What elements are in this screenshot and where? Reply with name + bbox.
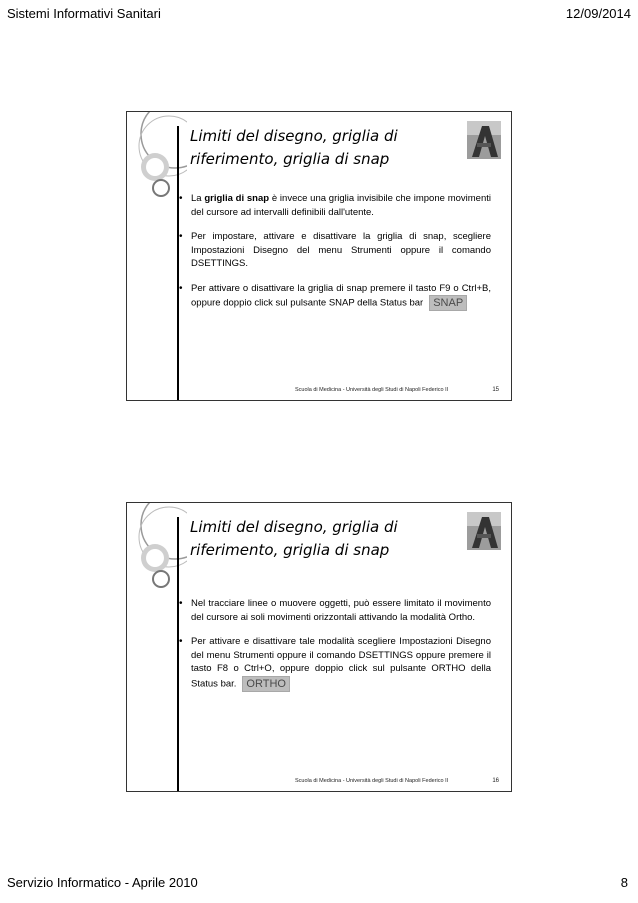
slide-footer: Scuola di Medicina - Università degli Studi di Napoli Federico II — [295, 778, 449, 784]
slide-title — [190, 516, 440, 562]
slide-16 — [126, 502, 512, 792]
slide-title-line2: riferimento, griglia di snap — [190, 541, 390, 559]
slide-title-line2: riferimento, griglia di snap — [190, 150, 390, 168]
slide-title — [190, 125, 440, 171]
autocad-logo-icon — [467, 121, 501, 159]
bullet-item: • La griglia di snap è invece una griglia invisibile che impone movimenti del cursore ad intervalli definibili dall'utente. — [179, 192, 491, 219]
slide-title-line1: Limiti del disegno, griglia di — [190, 518, 398, 536]
bold-term: griglia di snap — [204, 193, 270, 204]
page-footer-text: Servizio Informatico - Aprile 2010 — [7, 875, 198, 890]
bullet-item: • Per attivare o disattivare la griglia di snap premere il tasto F9 o Ctrl+B, oppure doppio click sul pulsante SNAP della Status bar SNAP — [179, 282, 491, 312]
bullet-item: • Per attivare e disattivare tale modalità scegliere Impostazioni Disegno del menu Strumenti oppure il comando DSETTINGS oppure premere il tasto F8 o Ctrl+O, oppure doppio click sul pulsante ORTHO della Status bar. ORTHO — [179, 635, 491, 692]
slide-title-line1: Limiti del disegno, griglia di — [190, 127, 398, 145]
autocad-logo-icon — [467, 512, 501, 550]
page-header-title: Sistemi Informativi Sanitari — [7, 6, 161, 21]
slide-number: 16 — [492, 778, 499, 784]
slide-number: 15 — [492, 387, 499, 393]
ortho-status-button: ORTHO — [242, 676, 290, 692]
page-number: 8 — [620, 875, 628, 890]
slide-15 — [126, 111, 512, 401]
bullet-list — [179, 597, 491, 703]
bullet-item: • Nel tracciare linee o muovere oggetti, può essere limitato il movimento del cursore ai soli movimenti orizzontali attivando la modalità Ortho. — [179, 597, 491, 624]
snap-status-button: SNAP — [429, 295, 467, 311]
slide-footer: Scuola di Medicina - Università degli Studi di Napoli Federico II — [295, 387, 449, 393]
page-header-date: 12/09/2014 — [565, 6, 631, 21]
bullet-list — [179, 192, 491, 322]
bullet-item: • Per impostare, attivare e disattivare la griglia di snap, scegliere Impostazioni Disegno del menu Strumenti oppure il comando DSETTINGS. — [179, 230, 491, 271]
